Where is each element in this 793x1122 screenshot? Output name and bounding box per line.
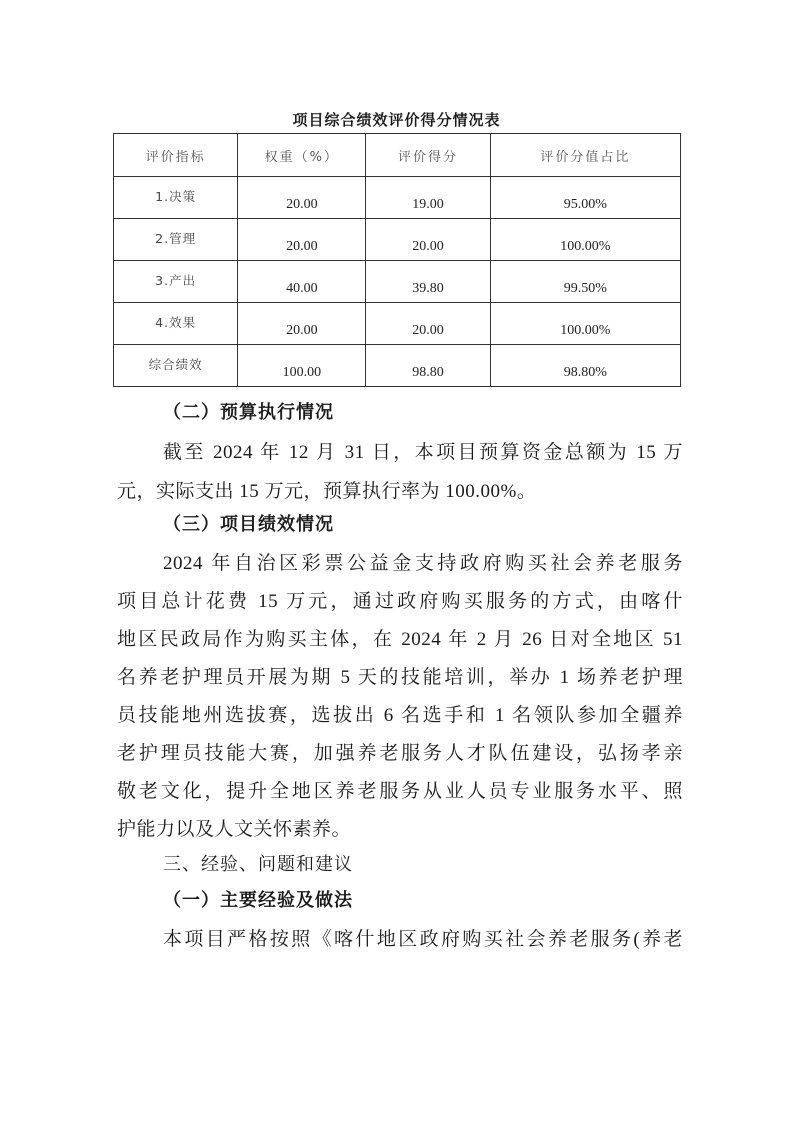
header-ratio: 评价分值占比 (490, 134, 680, 177)
indicator-label: 2.管理 (155, 231, 197, 246)
ratio-value: 100.00% (560, 239, 611, 254)
score-value: 98.80 (412, 365, 444, 380)
header-score: 评价得分 (366, 134, 490, 177)
cell-ratio (490, 345, 680, 387)
paragraph-line: 元，实际支出 15 万元，预算执行率为 100.00%。 (117, 481, 537, 502)
paragraph-line: 地区民政局作为购买主体，在 2024 年 2 月 26 日对全地区 51 (117, 629, 683, 650)
ratio-value: 98.80% (563, 365, 607, 380)
cell-score (366, 219, 490, 261)
table-row-total (114, 345, 681, 387)
section-heading-part3: 三、经验、问题和建议 (163, 854, 353, 875)
score-value: 20.00 (412, 239, 444, 254)
paragraph-line: 老护理员技能大赛，加强养老服务人才队伍建设，弘扬孝亲 (117, 743, 683, 764)
paragraph-line: 本项目严格按照《喀什地区政府购买社会养老服务(养老 (163, 929, 683, 950)
cell-score (366, 261, 490, 303)
weight-value: 20.00 (286, 197, 318, 212)
header-weight: 权重（%） (238, 134, 366, 177)
indicator-label: 4.效果 (155, 315, 197, 330)
table-caption: 项目综合绩效评价得分情况表 (292, 111, 501, 129)
table-row (114, 261, 681, 303)
cell-ratio (490, 261, 680, 303)
cell-weight (238, 177, 366, 219)
cell-score (366, 345, 490, 387)
indicator-label: 3.产出 (155, 273, 197, 288)
score-value: 39.80 (412, 281, 444, 296)
ratio-value: 99.50% (563, 281, 607, 296)
cell-weight (238, 261, 366, 303)
weight-value: 40.00 (286, 281, 318, 296)
cell-indicator (114, 345, 238, 387)
paragraph-line: 截至 2024 年 12 月 31 日，本项目预算资金总额为 15 万 (163, 442, 683, 463)
cell-indicator (114, 219, 238, 261)
cell-ratio (490, 177, 680, 219)
cell-indicator (114, 177, 238, 219)
cell-indicator (114, 261, 238, 303)
table-row (114, 303, 681, 345)
weight-value: 20.00 (286, 239, 318, 254)
table-header-row (114, 134, 681, 177)
paragraph-line: 敬老文化，提升全地区养老服务从业人员专业服务水平、照 (117, 781, 683, 802)
score-value: 20.00 (412, 323, 444, 338)
cell-score (366, 303, 490, 345)
paragraph-line: 名养老护理员开展为期 5 天的技能培训，举办 1 场养老护理 (117, 667, 683, 688)
ratio-value: 100.00% (560, 323, 611, 338)
weight-value: 20.00 (286, 323, 318, 338)
section-heading-performance: （三）项目绩效情况 (163, 514, 334, 535)
paragraph-line: 员技能地州选拔赛，选拔出 6 名选手和 1 名领队参加全疆养 (117, 705, 683, 726)
table-row (114, 219, 681, 261)
performance-score-table (113, 133, 681, 387)
indicator-label: 综合绩效 (148, 357, 203, 372)
cell-indicator (114, 303, 238, 345)
section-heading-experience: （一）主要经验及做法 (163, 890, 353, 911)
indicator-label: 1.决策 (155, 189, 197, 204)
cell-ratio (490, 219, 680, 261)
section-heading-budget: （二）预算执行情况 (163, 402, 334, 423)
table-row (114, 177, 681, 219)
score-value: 19.00 (412, 197, 444, 212)
cell-weight (238, 303, 366, 345)
cell-weight (238, 219, 366, 261)
cell-weight (238, 345, 366, 387)
paragraph-line: 项目总计花费 15 万元，通过政府购买服务的方式，由喀什 (117, 591, 683, 612)
paragraph-line: 2024 年自治区彩票公益金支持政府购买社会养老服务 (163, 553, 683, 574)
cell-ratio (490, 303, 680, 345)
weight-value: 100.00 (282, 365, 322, 380)
header-indicator: 评价指标 (114, 134, 238, 177)
ratio-value: 95.00% (563, 197, 607, 212)
cell-score (366, 177, 490, 219)
paragraph-line: 护能力以及人文关怀素养。 (117, 819, 352, 840)
